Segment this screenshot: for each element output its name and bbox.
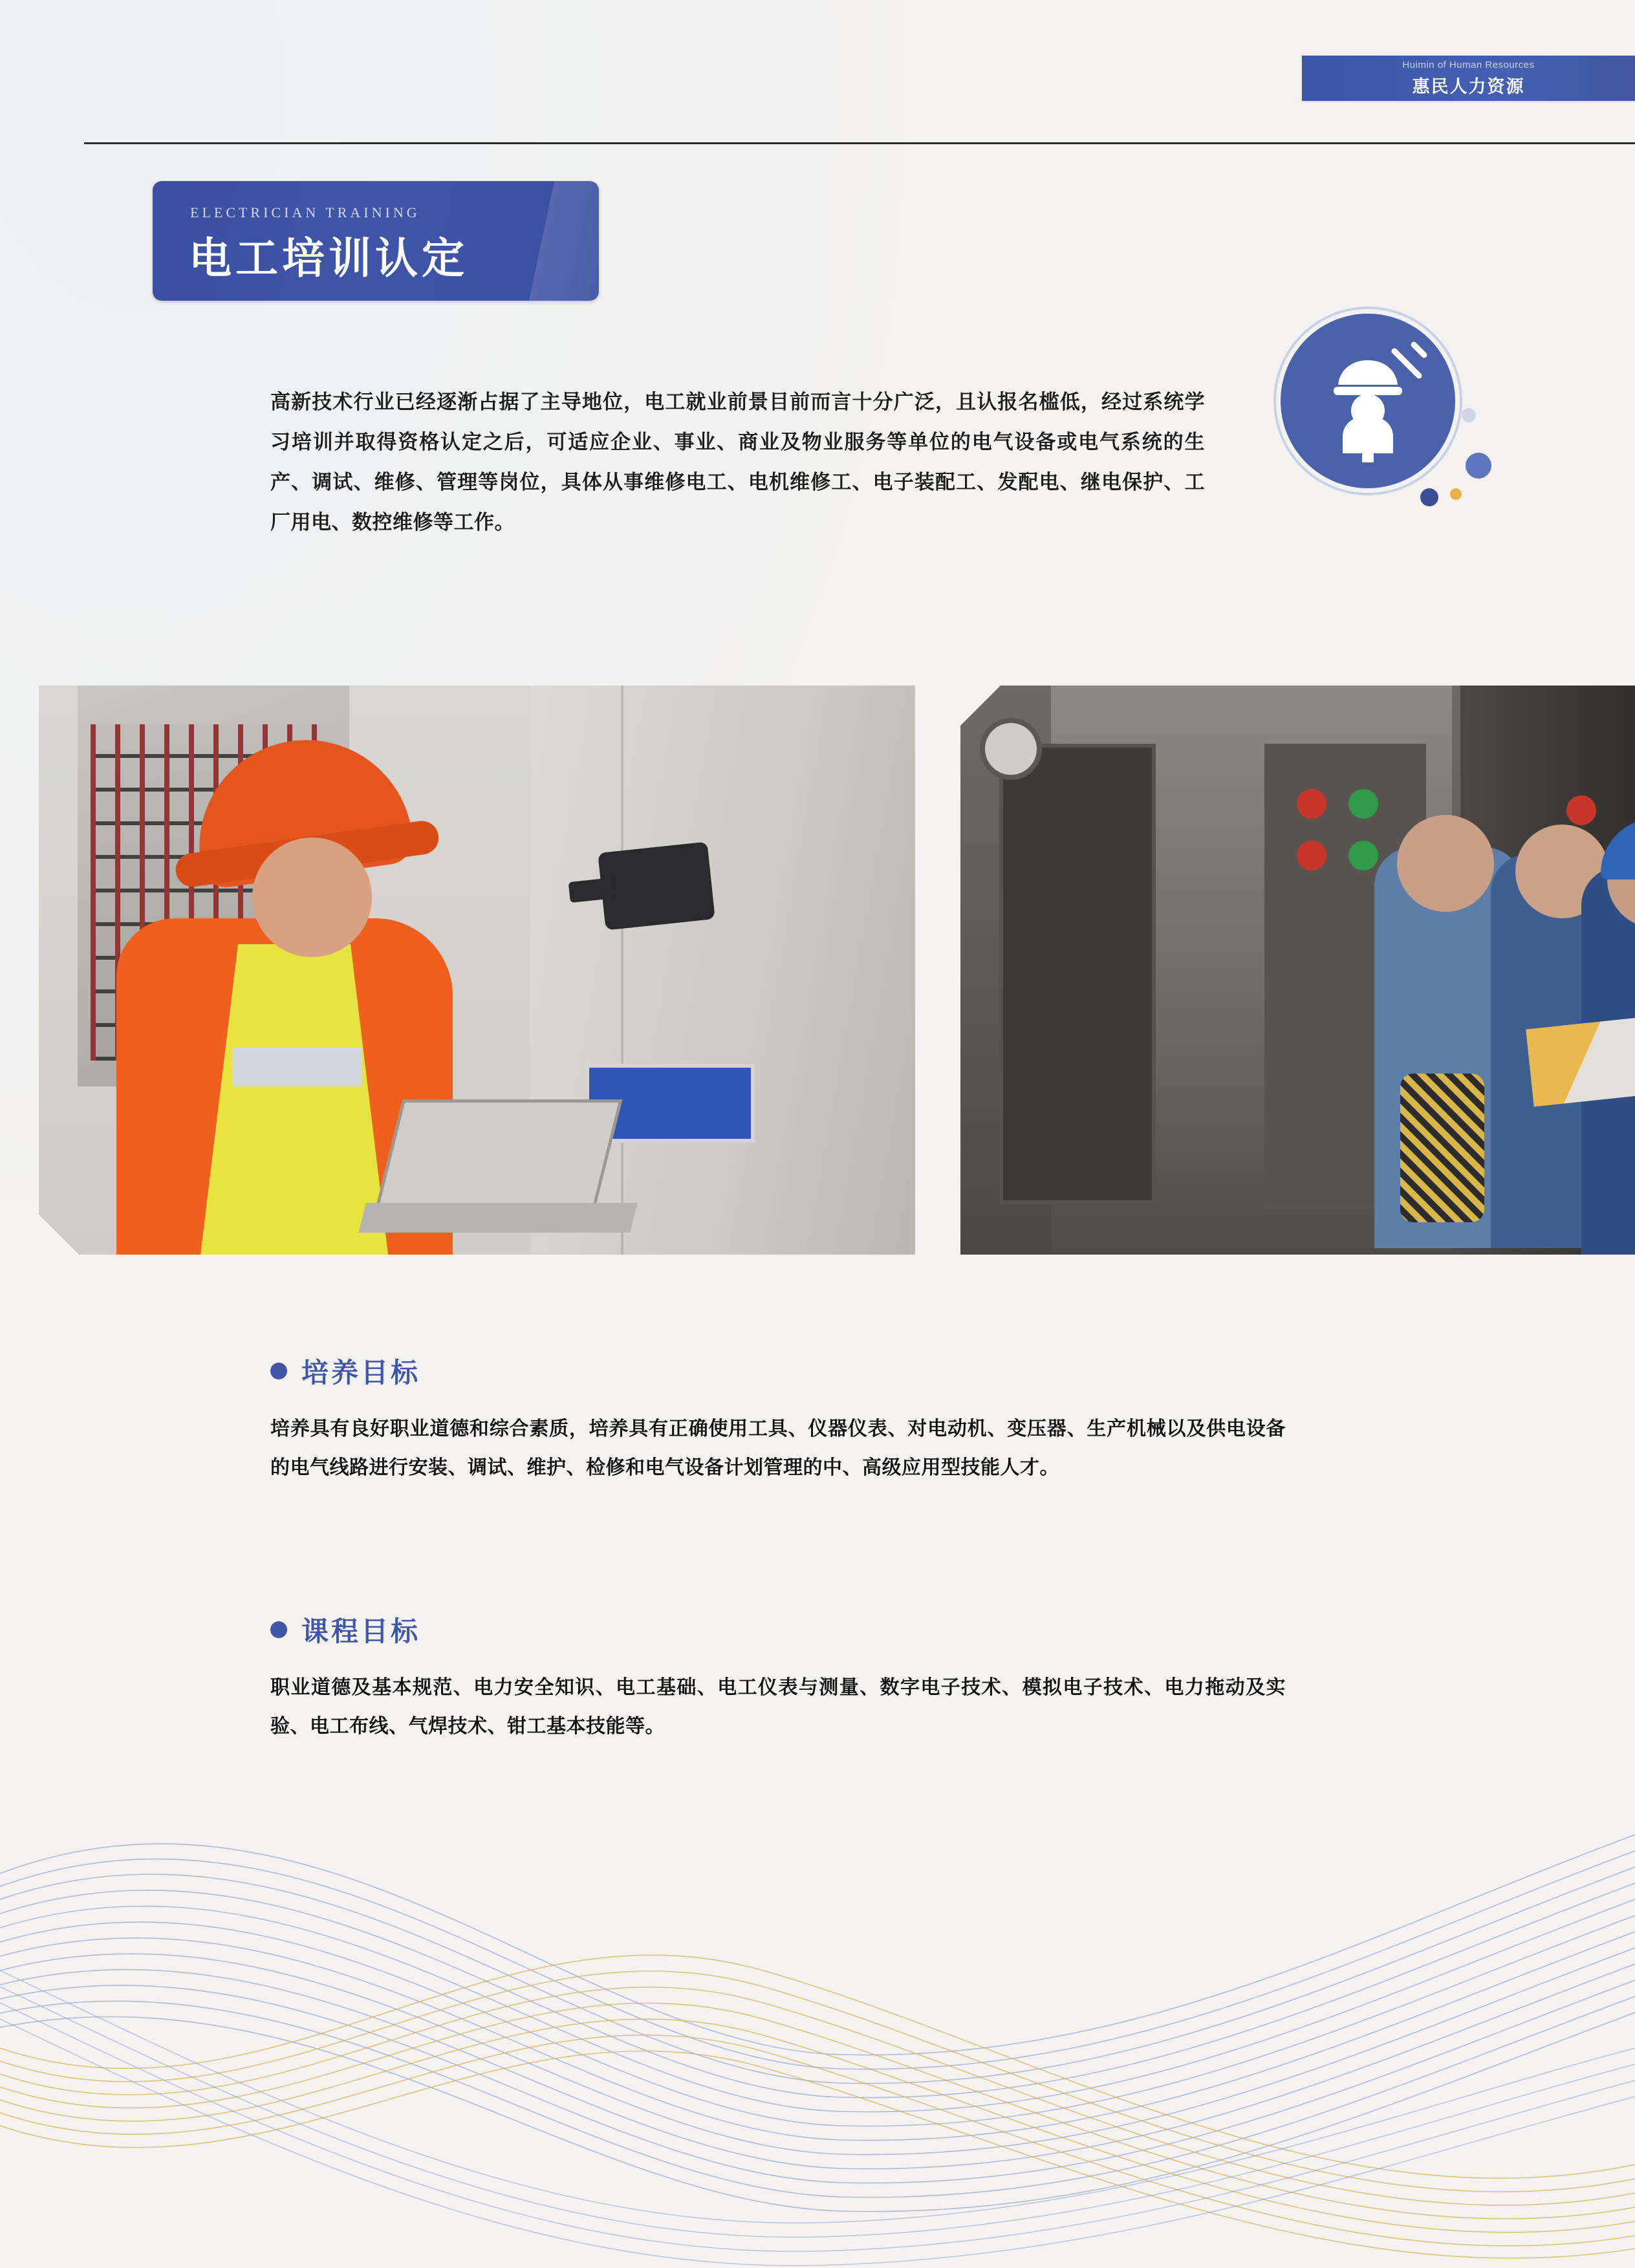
worker-badge-icon <box>1281 314 1455 488</box>
decor-dot-large <box>1466 453 1491 479</box>
brand-name-cn: 惠民人力资源 <box>1412 76 1525 97</box>
badge-illustration <box>1268 294 1526 546</box>
bullet-icon <box>270 1621 287 1638</box>
page-title-plate <box>153 181 599 301</box>
wave-decoration <box>0 1777 1635 2268</box>
photo-strip <box>39 686 1635 1255</box>
photo-electrician-laptop <box>39 686 915 1255</box>
header-divider <box>84 142 1635 144</box>
decor-dot-dark <box>1420 488 1438 506</box>
brand-name-en: Huimin of Human Resources <box>1402 59 1535 70</box>
section-training-goal <box>270 1352 1286 1507</box>
page-title: 电工培训认定 <box>189 233 468 283</box>
decor-dot-orange <box>1450 488 1462 500</box>
section-course-goal <box>270 1610 1286 1766</box>
brand-bar <box>1302 56 1635 101</box>
section-title: 课程目标 <box>301 1615 421 1647</box>
page-title-en: ELECTRICIAN TRAINING <box>190 204 420 221</box>
section-header <box>270 1610 1286 1649</box>
bullet-icon <box>270 1363 287 1379</box>
section-body: 培养具有良好职业道德和综合素质，培养具有正确使用工具、仪器仪表、对电动机、变压器、生产机械以及供电设备的电气线路进行安装、调试、维护、检修和电气设备计划管理的中、高级应用型技能人才。 <box>270 1418 1286 1479</box>
intro-paragraph: 高新技术行业已经逐渐占据了主导地位，电工就业前景目前而言十分广泛，且认报名槛低，经过系统学习培训并取得资格认定之后，可适应企业、事业、商业及物业服务等单位的电气设备或电气系统的生产、调试、维修、管理等岗位，具体从事维修电工、电机维修工、电子装配工、发配电、继电保护、工厂用电、数控维修等工作。 <box>270 391 1205 534</box>
section-body: 职业道德及基本规范、电力安全知识、电工基础、电工仪表与测量、数字电子技术、模拟电子技术、电力拖动及实验、电工布线、气焊技术、钳工基本技能等。 <box>270 1676 1286 1738</box>
decor-dot-light <box>1462 408 1476 422</box>
photo-workers-corridor <box>960 686 1635 1255</box>
section-title: 培养目标 <box>301 1357 421 1388</box>
section-header <box>270 1352 1286 1390</box>
title-sheen <box>524 181 599 301</box>
